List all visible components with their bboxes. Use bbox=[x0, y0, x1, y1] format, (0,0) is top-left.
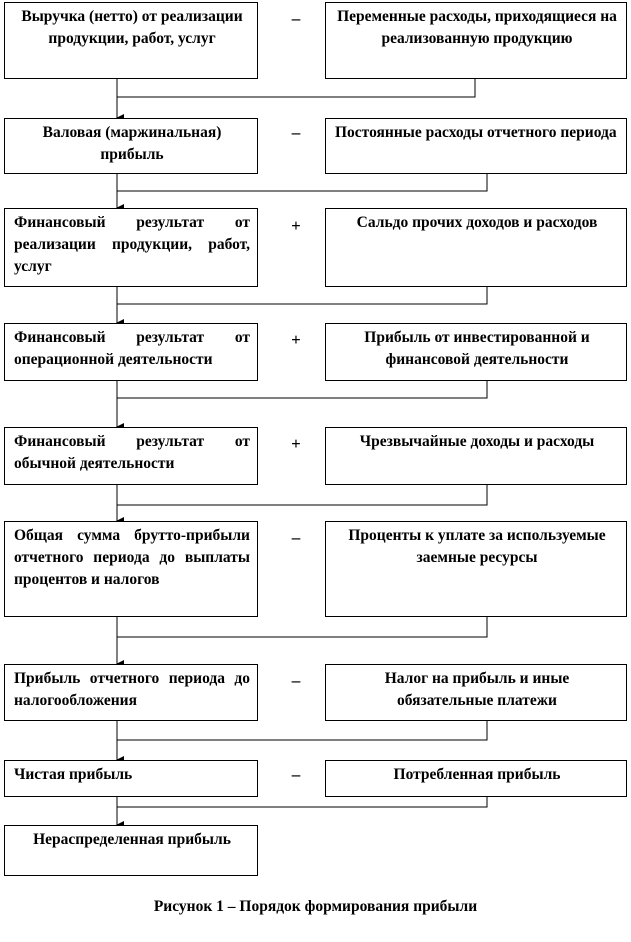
connector-8 bbox=[117, 797, 487, 807]
connector-6 bbox=[117, 617, 487, 637]
variable-costs-box: Переменные расходы, приходящиеся на реализованную продукцию bbox=[325, 2, 627, 79]
interest-payable-box: Проценты к уплате за используемые заемные ресурсы bbox=[325, 521, 627, 617]
consumed-profit-box: Потребленная прибыль bbox=[325, 760, 627, 797]
pretax-profit-box: Прибыль отчетного периода до налогообложения bbox=[4, 664, 258, 721]
investment-profit-box: Прибыль от инвестированной и финансовой деятельности bbox=[325, 323, 627, 381]
extraordinary-items-box: Чрезвычайные доходы и расходы bbox=[325, 427, 627, 485]
connector-7 bbox=[117, 721, 487, 740]
figure-caption: Рисунок 1 – Порядок формирования прибыли bbox=[153, 898, 478, 915]
operational-result-box: Финансовый результат от операционной деятельности bbox=[4, 323, 258, 381]
fixed-costs-box: Постоянные расходы отчетного периода bbox=[325, 118, 627, 174]
connector-1 bbox=[117, 79, 475, 97]
operator-minus-5: – bbox=[291, 765, 301, 784]
income-tax-box: Налог на прибыль и иные обязательные платежи bbox=[325, 664, 627, 721]
operator-plus-3: + bbox=[291, 434, 301, 453]
ordinary-result-box: Финансовый результат от обычной деятельности bbox=[4, 427, 258, 485]
connector-4 bbox=[117, 381, 487, 398]
retained-earnings-box: Нераспределенная прибыль bbox=[4, 825, 258, 876]
other-income-balance-box: Сальдо прочих доходов и расходов bbox=[325, 208, 627, 287]
sales-result-box: Финансовый результат от реализации продукции, работ, услуг bbox=[4, 208, 258, 287]
operator-minus-3: – bbox=[291, 528, 301, 547]
operator-plus-2: + bbox=[291, 330, 301, 349]
connector-5 bbox=[117, 485, 487, 505]
gross-profit-before-interest-box: Общая сумма брутто-прибыли отчетного периода до выплаты процентов и налогов bbox=[4, 521, 258, 617]
revenue-box: Выручка (нетто) от реализации продукции, работ, услуг bbox=[4, 2, 258, 79]
operator-minus-2: – bbox=[291, 123, 301, 142]
connector-2 bbox=[117, 174, 487, 191]
connector-3 bbox=[117, 287, 487, 304]
operator-minus-1: – bbox=[291, 9, 301, 28]
net-profit-box: Чистая прибыль bbox=[4, 760, 258, 797]
operator-minus-4: – bbox=[291, 671, 301, 690]
gross-profit-box: Валовая (маржинальная) прибыль bbox=[4, 118, 258, 174]
operator-plus-1: + bbox=[291, 216, 301, 235]
